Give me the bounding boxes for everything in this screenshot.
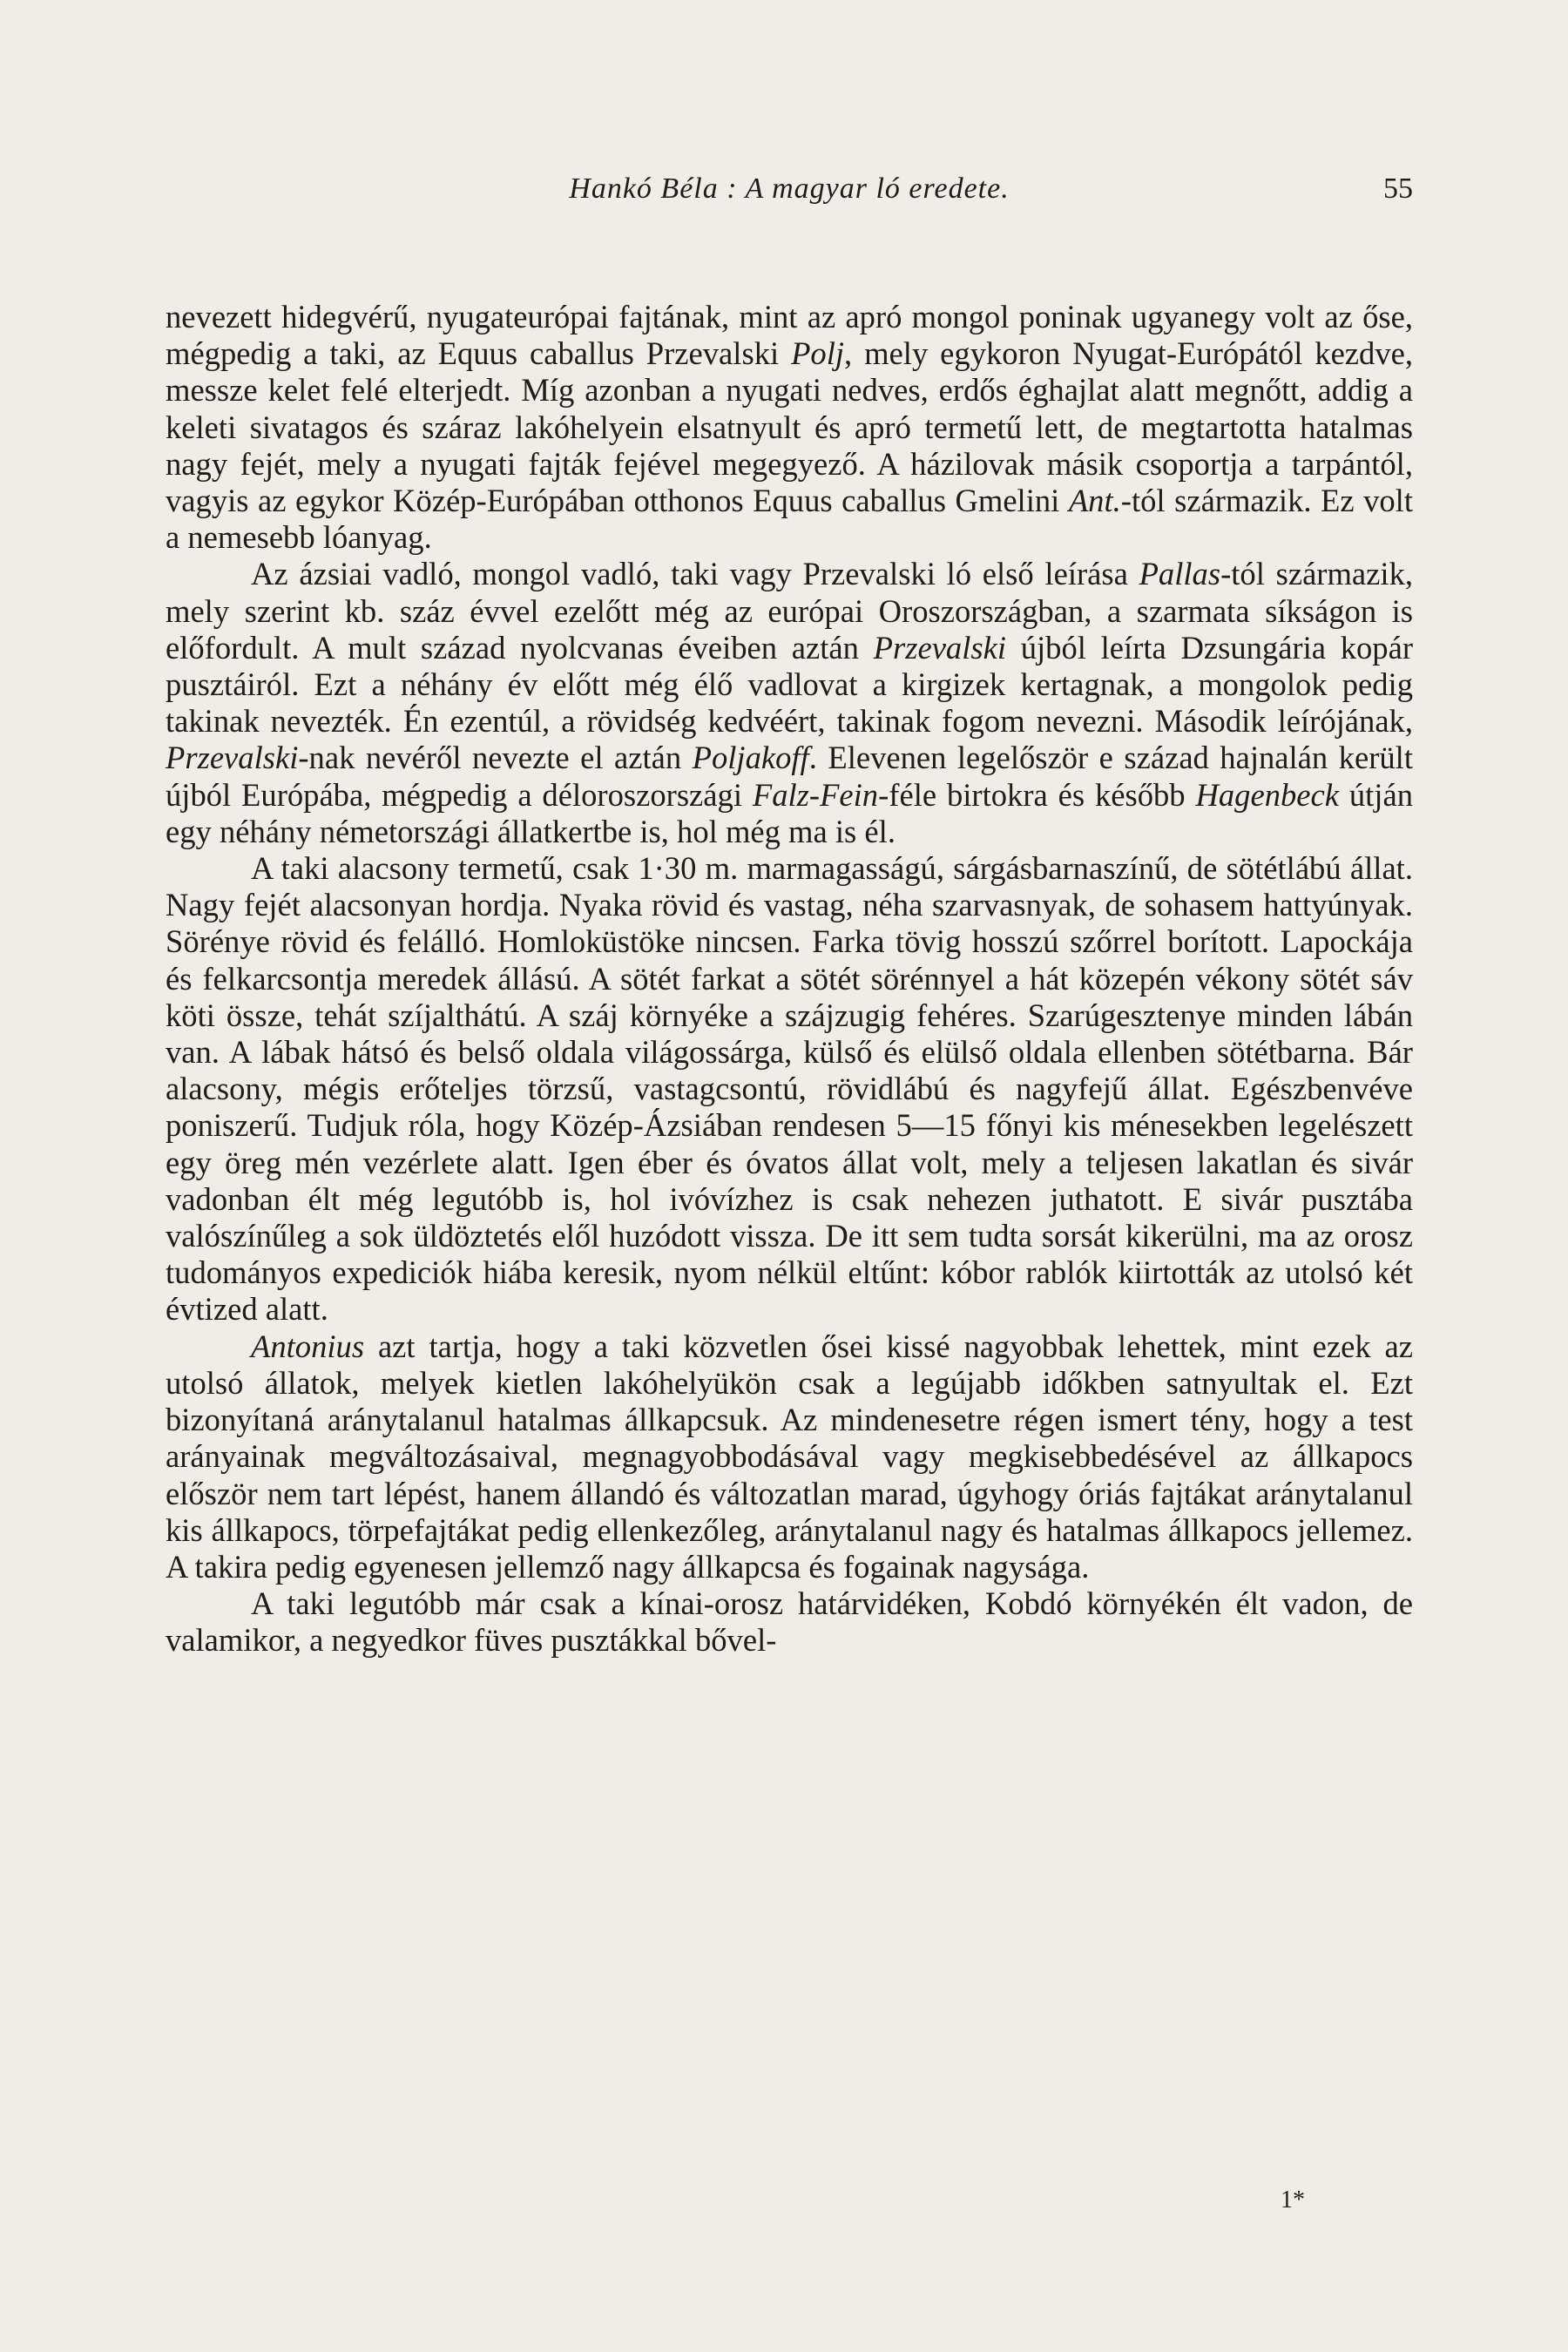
text-run: , mely egykoron Nyugat-Európától kezdve, messze kelet felé elterjedt. Míg azonban a nyugati nedves, erdős éghajlat alatt megnőtt, addig a keleti sivatagos és száraz lakóhelyein elsatnyult és apró termetű lett, de megtartotta hatalmas nagy fejét, mely a nyugati fajták fejével megegyező. A házilovak másik csoportja a tarpántól, vagyis az egykor Közép-Európában otthonos Equus caballus Gmelini <box>166 335 1413 519</box>
italic-name: Pallas <box>1139 556 1221 592</box>
text-run: -tól származik. Ez volt a nemesebb lóanyag. <box>166 483 1413 556</box>
italic-name: Polj <box>791 335 845 372</box>
running-title: Hankó Béla : A magyar ló eredete. <box>569 172 1010 205</box>
paragraph <box>166 556 1413 850</box>
text-run: A taki alacsony termetű, csak 1·30 m. marmagasságú, sárgásbarnaszínű, de sötétlábú állat. Nagy fejét alacsonyan hordja. Nyaka rövid és vastag, néha szarvasnyak, de sohasem hattyúnyak. Sörénye rövid és felálló. Homloküstöke nincsen. Farka tövig hosszú szőrrel borított. Lapockája és felkarcsontja meredek állású. A sötét farkat a sötét sörénnyel a hát közepén vékony sötét sáv köti össze, tehát szíjalthátú. A száj környéke a szájzugig fehéres. Szarúgesztenye minden lábán van. A lábak hátsó és belső oldala világossárga, külső és elülső oldala ellenben sötétbarna. Bár alacsony, mégis erőteljes törzsű, vastagcsontú, rövidlábú és nagyfejű állat. Egészbenvéve poniszerű. Tudjuk róla, hogy Közép-Ázsiában rendesen 5—15 főnyi kis ménesekben legelészett egy öreg mén vezérlete alatt. Igen éber és óvatos állat volt, mely a teljesen lakatlan és sivár vadonban élt még legutóbb is, hol ivóvízhez is csak nehezen juthatott. E sivár pusztába valószínűleg a sok üldöztetés elől huzódott vissza. De itt sem tudta sorsát kikerülni, ma az orosz tudományos expediciók hiába keresik, nyom nélkül eltűnt: kóbor rablók kiirtották az utolsó két évtized alatt. <box>166 850 1413 1328</box>
text-run: -féle birtokra és később <box>878 776 1196 813</box>
body-text <box>166 299 1413 1659</box>
paragraph <box>166 1585 1413 1659</box>
signature-mark: 1* <box>1281 2186 1305 2213</box>
italic-name: Poljakoff <box>692 740 809 776</box>
text-run: A taki legutóbb már csak a kínai-orosz határvidéken, Kobdó környékén élt vadon, de valamikor, a negyedkor füves pusztákkal bővel- <box>166 1585 1413 1659</box>
text-run: . Elevenen legelőször e század hajnalán került újból Európába, mégpedig a déloroszországi <box>166 740 1413 813</box>
text-run: -nak nevéről nevezte el aztán <box>298 740 693 776</box>
italic-name: Przevalski <box>873 629 1007 666</box>
text-run: Az ázsiai vadló, mongol vadló, taki vagy Przevalski ló első leírása <box>251 556 1139 592</box>
paragraph <box>166 1328 1413 1585</box>
page-number: 55 <box>1383 172 1413 205</box>
text-run: újból leírta Dzsungária kopár pusztáiról. Ezt a néhány év előtt még élő vadlovat a kirgizek kertagnak, a mongolok pedig takinak nevezték. Én ezentúl, a rövidség kedvéért, takinak fogom nevezni. Második leírójának, <box>166 629 1413 740</box>
paragraph <box>166 299 1413 556</box>
italic-name: Antonius <box>251 1328 365 1364</box>
running-header <box>166 172 1413 216</box>
italic-name: Hagenbeck <box>1195 776 1339 813</box>
text-run: azt tartja, hogy a taki közvetlen ősei kissé nagyobbak lehettek, mint ezek az utolsó állatok, melyek kietlen lakóhelyükön csak a legújabb időkben satnyultak el. Ezt bizonyítaná aránytalanul hatalmas állkapcsuk. Az mindenesetre régen ismert tény, hogy a test arányainak megváltozásaival, megnagyobbodásával vagy megkisebbedésével az állkapocs először nem tart lépést, hanem állandó és változatlan marad, úgyhogy óriás fajtákat aránytalanul kis állkapocs, törpefajtákat pedig ellenkezőleg, aránytalanul nagy és hatalmas állkapocs jellemez. A takira pedig egyenesen jellemző nagy állkapcsa és fogainak nagysága. <box>166 1328 1413 1585</box>
text-run: -tól származik, mely szerint kb. száz évvel ezelőtt még az európai Oroszországban, a szarmata síkságon is előfordult. A mult század nyolcvanas éveiben aztán <box>166 556 1413 666</box>
italic-name: Falz-Fein <box>752 776 879 813</box>
italic-name: Przevalski <box>166 740 299 776</box>
paragraph <box>166 850 1413 1328</box>
italic-name: Ant. <box>1068 483 1121 519</box>
text-run: nevezett hidegvérű, nyugateurópai fajtának, mint az apró mongol poninak ugyanegy volt az őse, mégpedig a taki, az Equus caballus Przevalski <box>166 299 1413 372</box>
text-run: útján egy néhány németországi állatkertbe is, hol még ma is él. <box>166 776 1413 849</box>
